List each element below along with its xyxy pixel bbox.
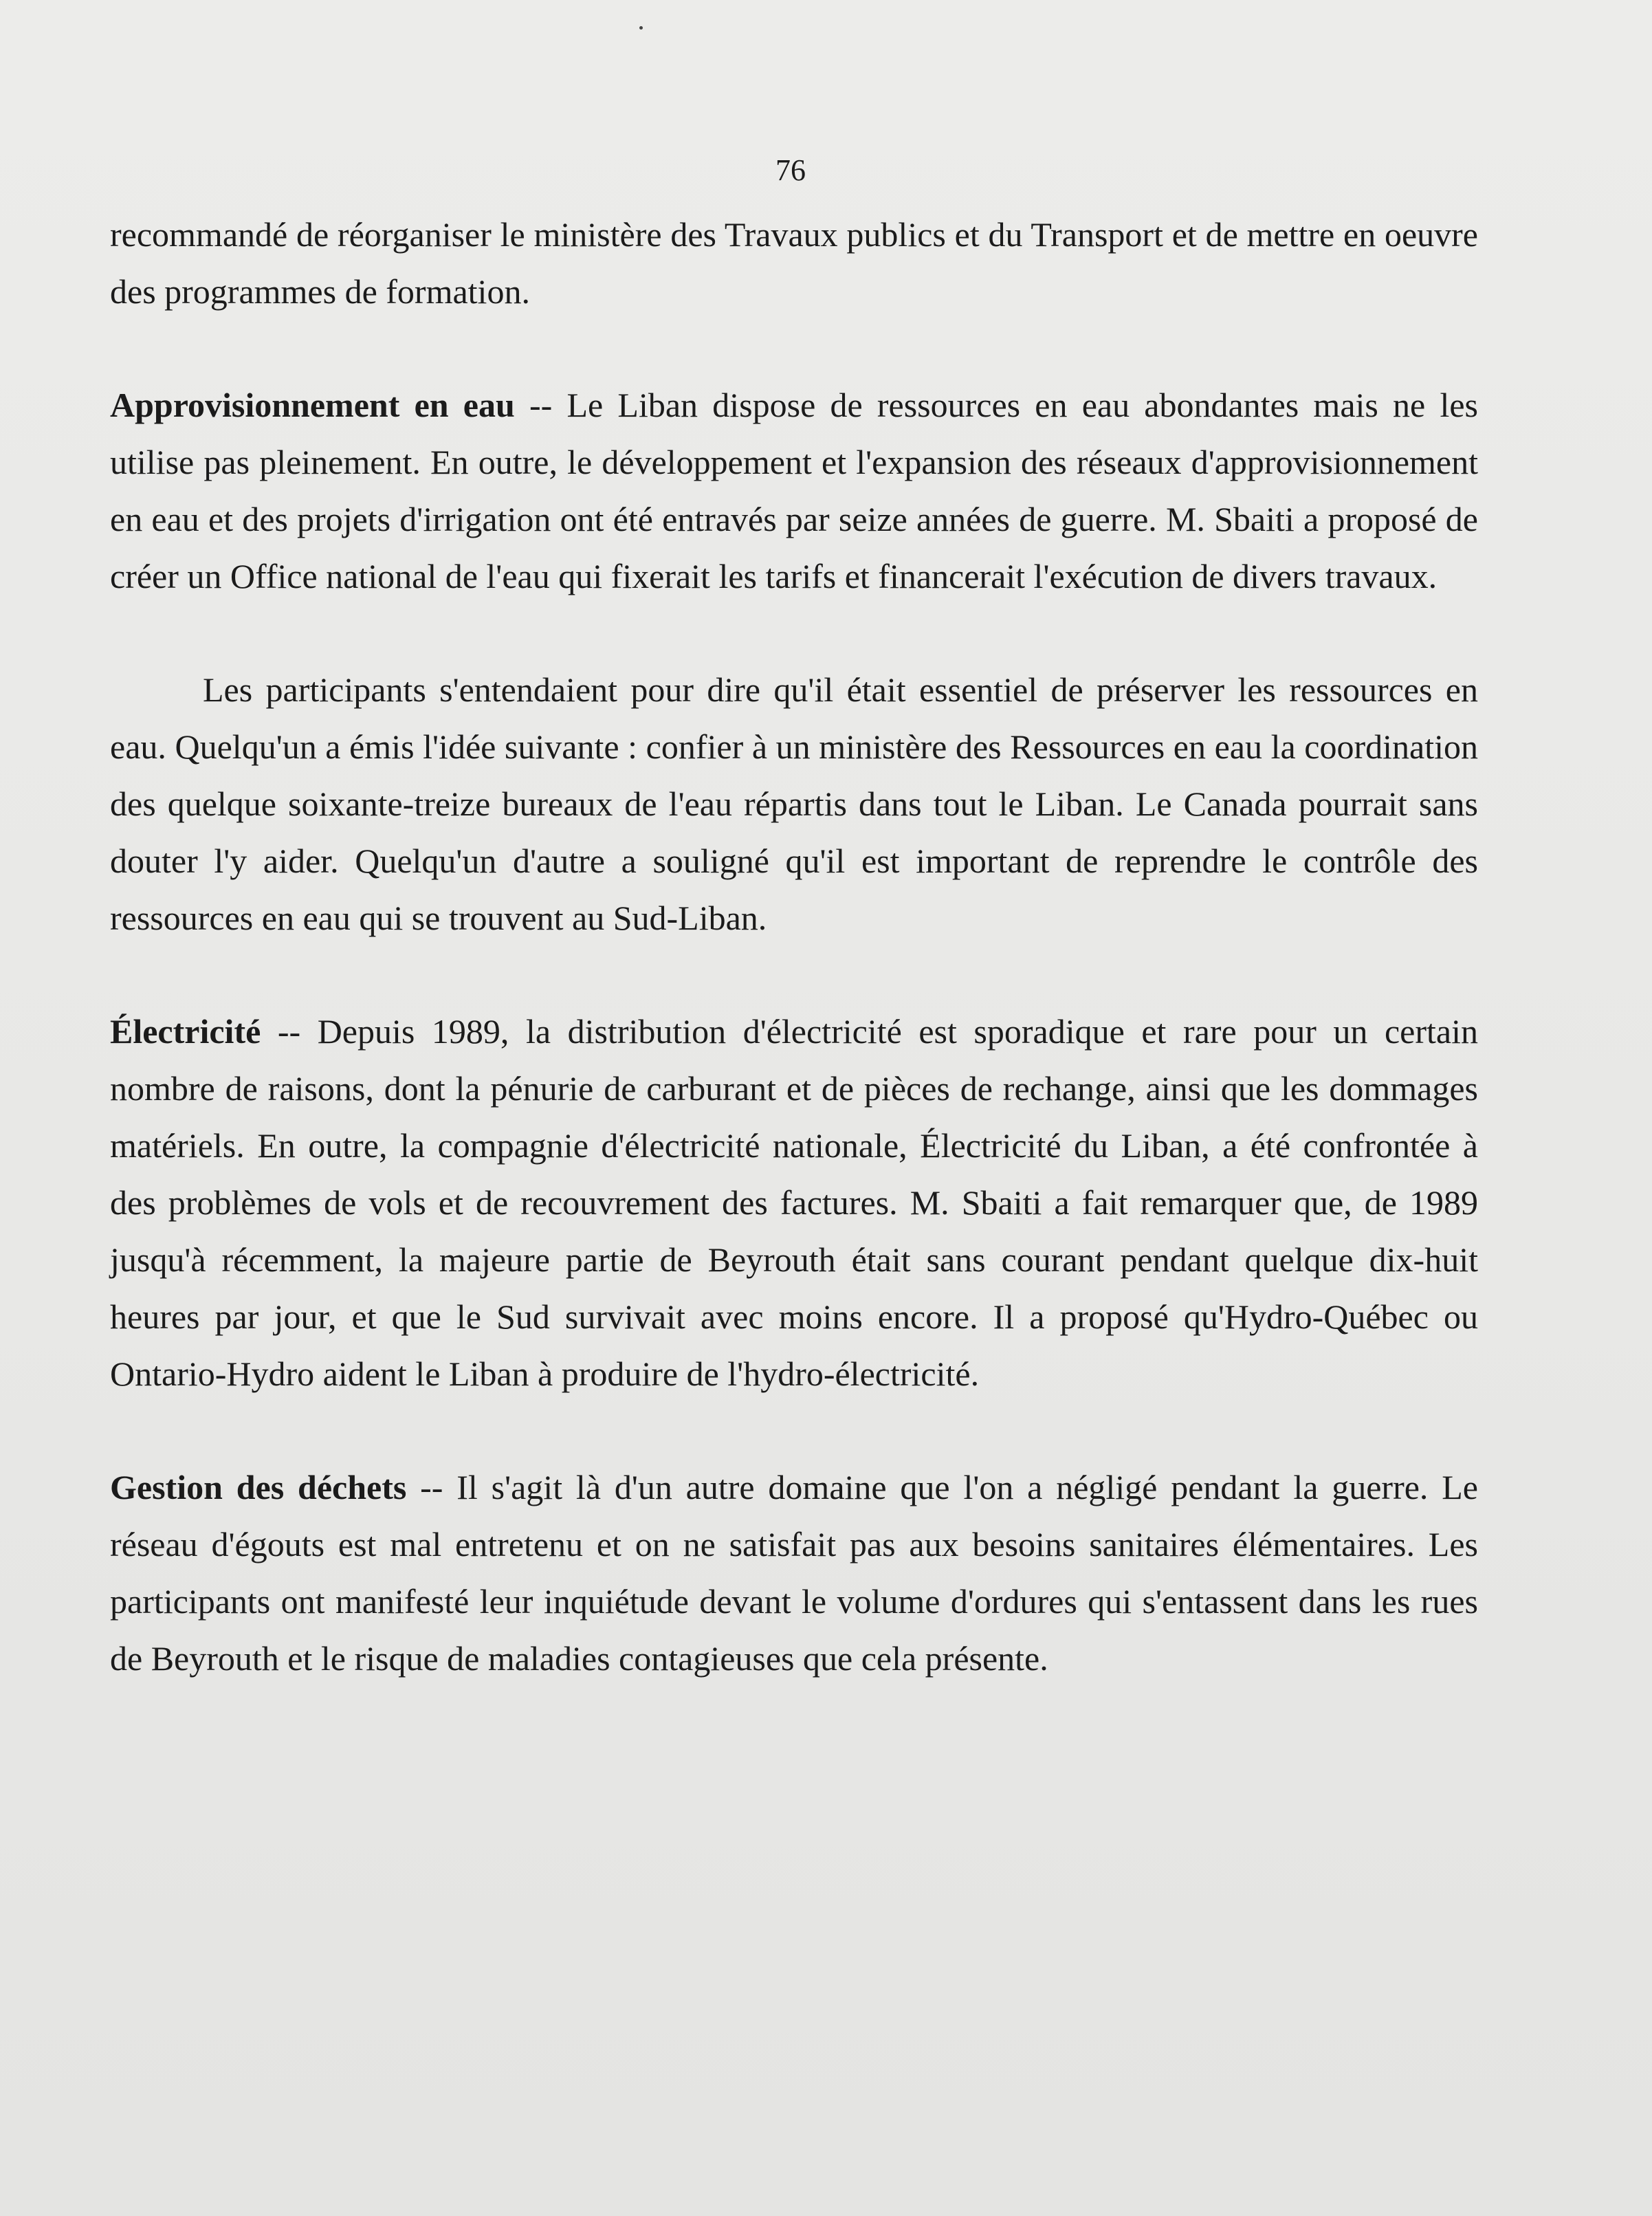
paragraph-text: -- Il s'agit là d'un autre domaine que l'on a négligé pendant la guerre. Le réseau d'égouts est mal entretenu et on ne satisfait pas aux besoins sanitaires élémentaires. Les participants ont manifesté leur inquiétude devant le volume d'ordures qui s'entassent dans les rues de Beyrouth et le risque de maladies contagieuses que cela présente. xyxy=(110,1468,1478,1678)
paragraph-text: recommandé de réorganiser le ministère des Travaux publics et du Transport et de mettre en oeuvre des programmes de formation. xyxy=(110,215,1478,311)
section-waste-management xyxy=(110,1459,1478,1687)
scan-speck xyxy=(639,26,643,30)
section-heading-water: Approvisionnement en eau xyxy=(110,386,515,424)
section-water-supply xyxy=(110,377,1478,605)
body-text xyxy=(110,206,1478,1687)
paragraph-text: -- Le Liban dispose de ressources en eau abondantes mais ne les utilise pas pleinement. En outre, le développement et l'expansion des réseaux d'approvisionnement en eau et des projets d'irrigation ont été entravés par seize années de guerre. M. Sbaiti a proposé de créer un Office national de l'eau qui fixerait les tarifs et financerait l'exécution de divers travaux. xyxy=(110,386,1478,595)
paragraph-continuation xyxy=(110,206,1478,320)
paragraph-text: Les participants s'entendaient pour dire qu'il était essentiel de préserver les ressources en eau. Quelqu'un a émis l'idée suivante : confier à un ministère des Ressources en eau la coordination des quelque soixante-treize bureaux de l'eau répartis dans tout le Liban. Le Canada pourrait sans douter l'y aider. Quelqu'un d'autre a souligné qu'il est important de reprendre le contrôle des ressources en eau qui se trouvent au Sud-Liban. xyxy=(110,670,1478,937)
section-heading-waste: Gestion des déchets xyxy=(110,1468,407,1506)
page-number: 76 xyxy=(775,153,806,187)
paragraph-participants-water xyxy=(110,661,1478,947)
section-heading-electricity: Électricité xyxy=(110,1012,261,1051)
section-electricity xyxy=(110,1003,1478,1403)
paragraph-text: -- Depuis 1989, la distribution d'électricité est sporadique et rare pour un certain nombre de raisons, dont la pénurie de carburant et de pièces de rechange, ainsi que les dommages matériels. En outre, la compagnie d'électricité nationale, Électricité du Liban, a été confrontée à des problèmes de vols et de recouvrement des factures. M. Sbaiti a fait remarquer que, de 1989 jusqu'à récemment, la majeure partie de Beyrouth était sans courant pendant quelque dix-huit heures par jour, et que le Sud survivait avec moins encore. Il a proposé qu'Hydro-Québec ou Ontario-Hydro aident le Liban à produire de l'hydro-électricité. xyxy=(110,1012,1478,1393)
